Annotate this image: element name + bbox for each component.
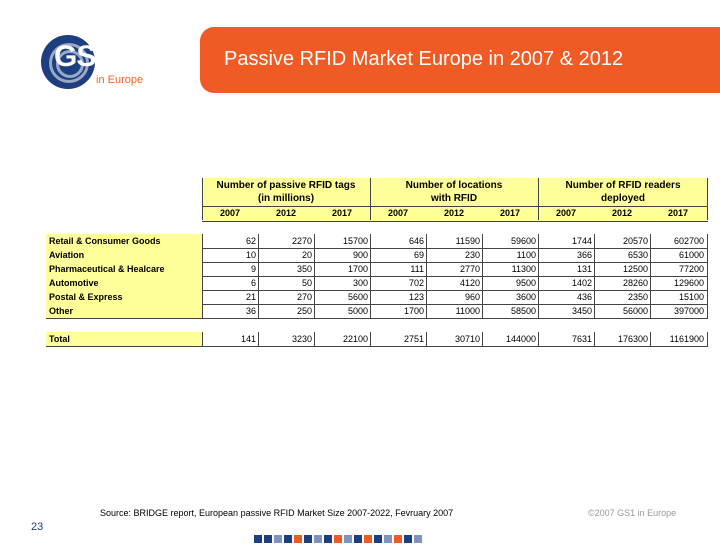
table-cell: 11000 <box>455 306 480 316</box>
table-cell: 62 <box>245 236 256 246</box>
header-tags-line2: (in millions) <box>257 193 315 204</box>
divider <box>426 332 427 346</box>
table-cell: 36 <box>245 306 256 316</box>
row-label: Other <box>46 304 202 318</box>
header-locations-line2: with RFID <box>430 193 478 204</box>
table-row <box>46 234 708 249</box>
table-cell: 230 <box>464 250 480 260</box>
row-label: Automotive <box>46 276 202 290</box>
table-cell: 11300 <box>511 264 536 274</box>
table-cell: 15100 <box>678 292 704 302</box>
table-cell: 1700 <box>347 264 368 274</box>
divider <box>370 234 371 318</box>
table-cell: 2751 <box>403 334 424 344</box>
divider <box>594 234 595 318</box>
copyright: ©2007 GS1 in Europe <box>588 508 677 518</box>
divider <box>707 332 708 346</box>
table-cell: 3450 <box>571 306 592 316</box>
table-cell: 300 <box>352 278 368 288</box>
table-cell: 2770 <box>459 264 480 274</box>
divider <box>538 234 539 318</box>
table-cell: 3600 <box>515 292 536 302</box>
year-cell: 2007 <box>555 208 577 218</box>
divider <box>370 178 371 220</box>
table-cell: 6530 <box>627 250 648 260</box>
table-cell: 2350 <box>627 292 648 302</box>
table-cell: 1700 <box>403 306 424 316</box>
table-row <box>46 304 708 319</box>
table-cell: 11590 <box>455 236 480 246</box>
row-label: Postal & Express <box>46 290 202 304</box>
gs1-logo <box>38 30 158 94</box>
table-cell: 602700 <box>673 236 704 246</box>
table-cell: 21 <box>245 292 256 302</box>
year-cell: 2017 <box>499 208 521 218</box>
table-cell: 176300 <box>617 334 648 344</box>
table-cell: 436 <box>576 292 592 302</box>
table-cell: 59600 <box>510 236 536 246</box>
year-cell: 2012 <box>611 208 633 218</box>
divider <box>650 234 651 318</box>
table-cell: 1100 <box>516 250 536 260</box>
table-cell: 22100 <box>342 334 368 344</box>
page-number: 23 <box>31 521 44 533</box>
table-cell: 61000 <box>678 250 704 260</box>
header-readers-line1: Number of RFID readers <box>565 180 681 191</box>
divider <box>258 332 259 346</box>
table-cell: 1402 <box>571 278 592 288</box>
table-row <box>46 290 708 305</box>
row-label: Total <box>46 332 202 346</box>
divider <box>538 332 539 346</box>
table-cell: 960 <box>464 292 480 302</box>
divider <box>202 178 203 220</box>
table-cell: 270 <box>296 292 312 302</box>
divider <box>202 234 203 318</box>
table-cell: 3230 <box>291 334 312 344</box>
year-cell: 2012 <box>443 208 465 218</box>
row-label: Retail & Consumer Goods <box>46 234 202 248</box>
table-cell: 350 <box>296 264 312 274</box>
table-row <box>46 332 708 347</box>
table-cell: 111 <box>410 264 424 274</box>
table-cell: 4120 <box>459 278 480 288</box>
year-cell: 2017 <box>331 208 353 218</box>
table-cell: 5600 <box>347 292 368 302</box>
year-header-row <box>202 206 708 222</box>
table-row <box>46 276 708 291</box>
slide-title: Passive RFID Market Europe in 2007 & 2012 <box>224 48 624 70</box>
table-cell: 123 <box>408 292 424 302</box>
table-cell: 20570 <box>622 236 648 246</box>
table-cell: 702 <box>408 278 424 288</box>
table-cell: 131 <box>576 264 592 274</box>
footer-decoration <box>254 530 424 538</box>
table-cell: 9500 <box>515 278 536 288</box>
table-cell: 9 <box>250 264 256 274</box>
divider <box>482 234 483 318</box>
logo-mark: GS1 <box>54 40 112 73</box>
table-cell: 7631 <box>571 334 592 344</box>
table-cell: 28260 <box>622 278 648 288</box>
table-cell: 129600 <box>673 278 704 288</box>
header-readers-line2: deployed <box>601 193 645 204</box>
header-locations-line1: Number of locations <box>405 180 503 191</box>
divider <box>426 234 427 318</box>
divider <box>202 332 203 346</box>
table-cell: 12500 <box>622 264 648 274</box>
year-cell: 2012 <box>275 208 297 218</box>
table-cell: 144000 <box>505 334 536 344</box>
table-cell: 397000 <box>673 306 704 316</box>
divider <box>314 234 315 318</box>
divider <box>314 332 315 346</box>
row-label: Pharmaceutical & Healcare <box>46 262 202 276</box>
row-label: Aviation <box>46 248 202 262</box>
table-cell: 1161900 <box>669 334 704 344</box>
table-cell: 69 <box>413 250 424 260</box>
table-cell: 58500 <box>510 306 536 316</box>
table-cell: 5000 <box>347 306 368 316</box>
divider <box>370 332 371 346</box>
divider <box>538 178 539 220</box>
logo-subtitle: in Europe <box>96 74 144 86</box>
table-cell: 20 <box>301 250 312 260</box>
table-cell: 366 <box>576 250 592 260</box>
table-cell: 646 <box>408 236 424 246</box>
table-cell: 2270 <box>291 236 312 246</box>
year-cell: 2007 <box>219 208 241 218</box>
divider <box>707 234 708 318</box>
table-cell: 30710 <box>454 334 480 344</box>
table-cell: 56000 <box>622 306 648 316</box>
table-cell: 250 <box>296 306 312 316</box>
title-banner <box>200 27 720 93</box>
divider <box>707 178 708 220</box>
table-cell: 141 <box>240 334 256 344</box>
table-cell: 6 <box>250 278 256 288</box>
table-cell: 77200 <box>678 264 704 274</box>
divider <box>258 234 259 318</box>
year-cell: 2007 <box>387 208 409 218</box>
divider <box>482 332 483 346</box>
year-cell: 2017 <box>667 208 689 218</box>
divider <box>594 332 595 346</box>
source-note: Source: BRIDGE report, European passive RFID Market Size 2007-2022, Fevruary 2007 <box>100 508 454 518</box>
table-cell: 1744 <box>571 236 592 246</box>
table-cell: 50 <box>301 278 312 288</box>
table-row <box>46 262 708 277</box>
table-row <box>46 248 708 263</box>
table-cell: 15700 <box>342 236 368 246</box>
table-cell: 900 <box>352 250 368 260</box>
divider <box>650 332 651 346</box>
table-cell: 10 <box>245 250 256 260</box>
header-tags-line1: Number of passive RFID tags <box>216 180 356 191</box>
rfid-market-table <box>46 178 708 348</box>
